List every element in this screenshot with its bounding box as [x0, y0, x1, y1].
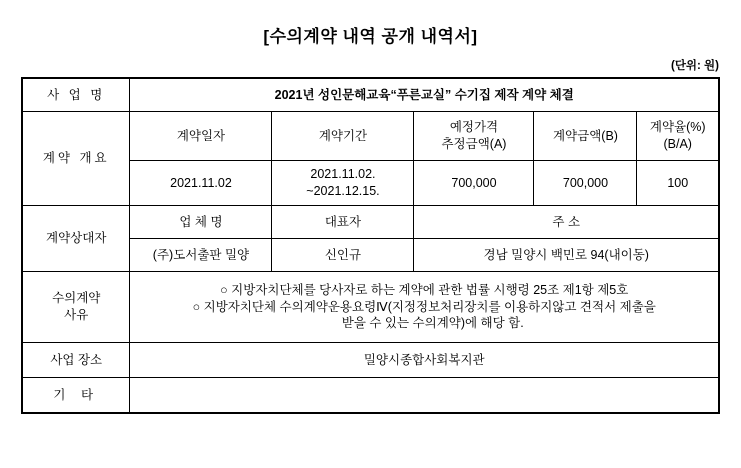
- estimate-amount-header: [414, 112, 534, 161]
- contract-rate-header-line2: (B/A): [663, 137, 692, 151]
- contract-overview-label: 계약 개요: [22, 112, 130, 206]
- reason-value: [130, 272, 719, 343]
- table-row-place: [22, 343, 719, 378]
- counterparty-address-header: 주 소: [414, 206, 719, 239]
- counterparty-representative-header: 대표자: [272, 206, 414, 239]
- counterparty-label: 계약상대자: [22, 206, 130, 272]
- table-row-counterparty-headers: [22, 206, 719, 239]
- counterparty-company-value: (주)도서출판 밀양: [130, 239, 272, 272]
- counterparty-representative-value: 신인규: [272, 239, 414, 272]
- business-name-value: 2021년 성인문해교육“푸른교실” 수기집 제작 계약 체결: [130, 78, 719, 112]
- contract-period-value: [272, 161, 414, 206]
- contract-rate-value: 100: [637, 161, 719, 206]
- table-row-business-name: [22, 78, 719, 112]
- table-row-etc: [22, 378, 719, 414]
- table-row-contract-headers: [22, 112, 719, 161]
- etc-label: 기 타: [22, 378, 130, 414]
- place-value: 밀양시종합사회복지관: [130, 343, 719, 378]
- reason-line-2: ○ 지방자치단체 수의계약운용요령Ⅳ(지정정보처리장치를 이용하지않고 견적서 제출을: [192, 299, 656, 314]
- page-title: [수의계약 내역 공개 내역서]: [263, 27, 478, 46]
- estimate-amount-header-line2: 추정금액(A): [441, 137, 507, 151]
- contract-amount-header: 계약금액(B): [534, 112, 637, 161]
- reason-label-line2: 사유: [64, 308, 89, 322]
- contract-period-header: 계약기간: [272, 112, 414, 161]
- business-name-label: 사 업 명: [22, 78, 130, 112]
- contract-period-value-line1: 2021.11.02.: [310, 167, 376, 182]
- contract-period-value-line2: ~2021.12.15.: [306, 184, 380, 198]
- contract-date-value: 2021.11.02: [130, 161, 272, 206]
- table-row-reason: [22, 272, 719, 343]
- counterparty-company-header: 업 체 명: [130, 206, 272, 239]
- reason-label-line1: 수의계약: [52, 291, 101, 306]
- etc-value: [130, 378, 719, 414]
- estimate-amount-value: 700,000: [414, 161, 534, 206]
- contract-rate-header: [637, 112, 719, 161]
- reason-label: [22, 272, 130, 343]
- place-label: 사업 장소: [22, 343, 130, 378]
- contract-date-header: 계약일자: [130, 112, 272, 161]
- estimate-amount-header-line1: 예정가격: [449, 120, 499, 135]
- reason-line-1: ○ 지방자치단체를 당사자로 하는 계약에 관한 법률 시행령 25조 제1항 제5호: [220, 282, 629, 297]
- contract-rate-header-line1: 계약율(%): [649, 120, 706, 135]
- contract-disclosure-table: [21, 77, 720, 414]
- reason-line-3: 받을 수 있는 수의계약)에 해당 함.: [341, 316, 524, 331]
- document-page: [0, 22, 741, 468]
- unit-note: (단위: 원): [670, 60, 719, 72]
- counterparty-address-value: 경남 밀양시 백민로 94(내이동): [414, 239, 719, 272]
- contract-amount-value: 700,000: [534, 161, 637, 206]
